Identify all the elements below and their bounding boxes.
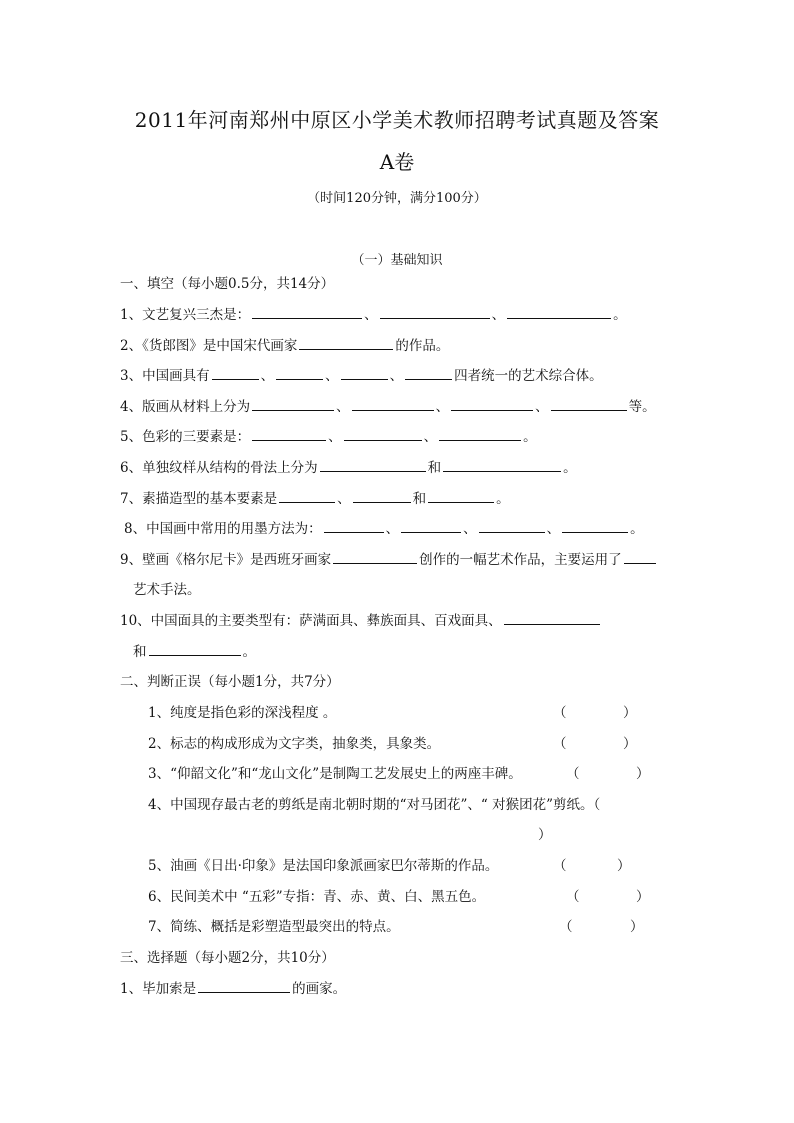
answer-blank[interactable] — [353, 489, 411, 503]
answer-blank[interactable] — [504, 611, 600, 625]
answer-blank[interactable] — [252, 305, 362, 319]
answer-paren-open[interactable]: （ — [566, 889, 580, 905]
part2-heading: 二、判断正误（每小题1分，共7分） — [120, 674, 340, 690]
answer-blank[interactable] — [212, 366, 259, 380]
section-heading: （一）基础知识 — [351, 253, 443, 268]
question-1: 1、文艺复兴三杰是： 、 、 。 — [120, 307, 627, 323]
answer-paren-open[interactable]: （ — [553, 858, 567, 874]
answer-paren-close: ） — [617, 858, 631, 874]
answer-paren-close: ） — [630, 919, 644, 935]
answer-paren-close: ） — [636, 889, 650, 905]
answer-blank[interactable] — [279, 489, 335, 503]
question-10: 10、中国面具的主要类型有：萨满面具、彝族面具、百戏面具、 — [120, 611, 602, 631]
answer-blank[interactable] — [352, 397, 434, 411]
answer-blank[interactable] — [401, 519, 461, 533]
answer-blank[interactable] — [320, 458, 426, 472]
exam-version: A卷 — [379, 150, 415, 174]
answer-paren-close: ） — [636, 766, 650, 782]
answer-blank[interactable] — [149, 642, 241, 656]
question-5: 5、色彩的三要素是： 、 、 。 — [120, 429, 537, 445]
question-10-continued: 和 。 — [133, 644, 256, 660]
part3-heading: 三、选择题（每小题2分，共10分） — [120, 950, 335, 966]
part1-heading: 一、填空（每小题0.5分，共14分） — [120, 276, 335, 292]
answer-blank[interactable] — [507, 305, 611, 319]
question-8: 8、中国画中常用的用墨方法为： 、 、 、 。 — [124, 521, 644, 537]
question-9-continued: 艺术手法。 — [133, 582, 201, 598]
question-2: 2、《货郎图》是中国宋代画家 的作品。 — [120, 338, 450, 354]
answer-blank[interactable] — [479, 519, 545, 533]
answer-blank[interactable] — [299, 336, 393, 350]
judge-item-4: 4、中国现存最古老的剪纸是南北朝时期的“对马团花”、“ 对猴团花”剪纸。（ — [148, 797, 601, 813]
answer-blank[interactable] — [428, 489, 494, 503]
answer-blank[interactable] — [380, 305, 490, 319]
answer-blank[interactable] — [198, 979, 290, 993]
answer-blank[interactable] — [341, 366, 388, 380]
answer-blank[interactable] — [562, 519, 628, 533]
answer-paren-open[interactable]: （ — [553, 705, 567, 721]
judge-item-5: 5、油画《日出·印象》是法国印象派画家巴尔蒂斯的作品。 — [148, 858, 499, 874]
answer-blank[interactable] — [439, 427, 521, 441]
judge-item-7: 7、简练、概括是彩塑造型最突出的特点。 — [148, 919, 400, 935]
answer-blank[interactable] — [333, 550, 417, 564]
answer-paren-open[interactable]: （ — [559, 919, 573, 935]
answer-blank[interactable] — [551, 397, 627, 411]
exam-time-score: （时间120分钟，满分100分） — [307, 191, 487, 206]
choice-question-1: 1、毕加索是 的画家。 — [120, 981, 347, 997]
answer-blank[interactable] — [344, 427, 422, 441]
answer-blank[interactable] — [443, 458, 561, 472]
question-4: 4、版画从材料上分为 、 、 、 等。 — [120, 399, 656, 415]
question-6: 6、单独纹样从结构的骨法上分为 和 。 — [120, 460, 577, 476]
answer-paren-close: ） — [538, 827, 552, 843]
answer-paren-close: ） — [623, 736, 637, 752]
question-9: 9、壁画《格尔尼卡》是西班牙画家 创作的一幅艺术作品，主要运用了 — [120, 550, 658, 570]
question-7: 7、素描造型的基本要素是 、 和 。 — [120, 491, 510, 507]
answer-blank[interactable] — [252, 397, 334, 411]
judge-item-2: 2、标志的构成形成为文字类，抽象类，具象类。 — [148, 736, 441, 752]
question-3: 3、中国画具有 、 、 、 四者统一的艺术综合体。 — [120, 368, 603, 384]
answer-paren-open[interactable]: （ — [566, 766, 580, 782]
page-title: 2011年河南郑州中原区小学美术教师招聘考试真题及答案 — [134, 108, 660, 132]
judge-item-6: 6、民间美术中 “五彩”专指：青、赤、黄、白、黑五色。 — [148, 889, 486, 905]
answer-paren-open[interactable]: （ — [553, 736, 567, 752]
answer-blank[interactable] — [252, 427, 326, 441]
answer-blank[interactable] — [405, 366, 452, 380]
answer-blank[interactable] — [324, 519, 384, 533]
answer-blank[interactable] — [624, 550, 656, 564]
judge-item-3: 3、“仰韶文化”和“龙山文化”是制陶工艺发展史上的两座丰碑。 — [148, 766, 522, 782]
answer-blank[interactable] — [276, 366, 323, 380]
answer-blank[interactable] — [451, 397, 533, 411]
judge-item-1: 1、纯度是指色彩的深浅程度 。 — [148, 705, 337, 721]
answer-paren-close: ） — [623, 705, 637, 721]
